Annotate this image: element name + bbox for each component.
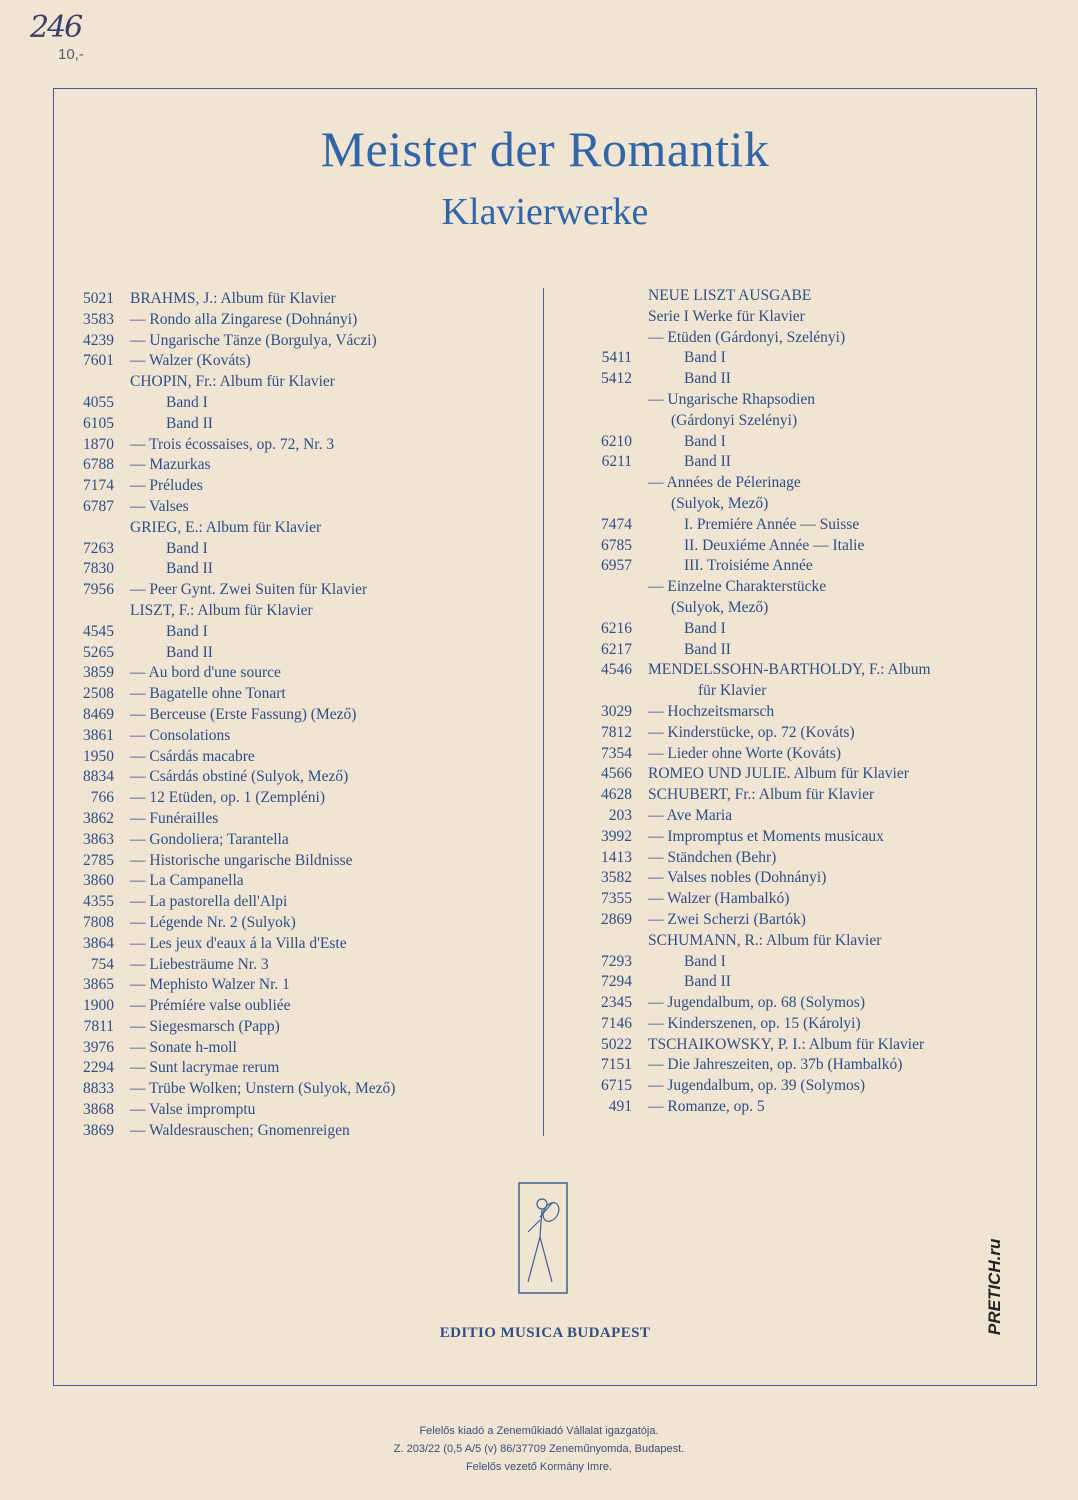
- handwritten-note: 246: [30, 10, 82, 45]
- catalog-title: (Gárdonyi Szelényi): [671, 411, 798, 429]
- catalog-number: 2508: [83, 685, 114, 703]
- catalog-entry: [578, 931, 1008, 952]
- catalog-entry: [578, 868, 1008, 889]
- catalog-title: — Ungarische Rhapsodien: [648, 390, 816, 408]
- catalog-entry: [60, 310, 530, 331]
- catalog-title: II. Deuxiéme Année — Italie: [684, 536, 865, 554]
- catalog-title: — Hochzeitsmarsch: [648, 702, 775, 720]
- catalog-entry: [578, 640, 1008, 661]
- catalog-number: 8469: [83, 705, 114, 723]
- catalog-entry: [578, 1035, 1008, 1056]
- catalog-entry: [60, 435, 530, 456]
- catalog-number: 7354: [601, 744, 632, 762]
- page-title: Meister der Romantik: [320, 121, 770, 177]
- catalog-number: 4546: [601, 661, 632, 679]
- catalog-entry: [60, 289, 530, 310]
- catalog-number: 7601: [83, 352, 114, 370]
- catalog-number: 3862: [83, 809, 114, 827]
- catalog-entry: [60, 851, 530, 872]
- catalog-title: — Impromptus et Moments musicaux: [648, 827, 884, 845]
- catalog-title: — Rondo alla Zingarese (Dohnányi): [130, 310, 358, 328]
- catalog-title: Band I: [684, 349, 726, 367]
- catalog-number: 4545: [83, 622, 114, 640]
- catalog-number: 7808: [83, 913, 114, 931]
- catalog-title: — Légende Nr. 2 (Sulyok): [130, 913, 296, 931]
- catalog-title: ROMEO UND JULIE. Album für Klavier: [648, 765, 909, 783]
- catalog-title: — Mephisto Walzer Nr. 1: [130, 976, 290, 994]
- catalog-number: 4628: [601, 786, 632, 804]
- catalog-title: (Sulyok, Mező): [671, 494, 769, 512]
- catalog-title: — Préludes: [130, 477, 203, 495]
- catalog-entry: [60, 705, 530, 726]
- catalog-entry: [578, 452, 1008, 473]
- catalog-title: — Gondoliera; Tarantella: [130, 830, 289, 848]
- catalog-number: 754: [90, 955, 114, 973]
- catalog-number: 6210: [601, 432, 632, 450]
- catalog-title: MENDELSSOHN-BARTHOLDY, F.: Album: [648, 661, 931, 679]
- catalog-entry: [578, 993, 1008, 1014]
- catalog-title: BRAHMS, J.: Album für Klavier: [130, 290, 336, 307]
- catalog-entry: [60, 559, 530, 580]
- catalog-title: Band II: [166, 414, 213, 432]
- catalog-entry: [60, 331, 530, 352]
- catalog-title: — Romanze, op. 5: [648, 1098, 765, 1116]
- catalog-number: 3976: [83, 1038, 114, 1056]
- imprint-line-1: Felelős kiadó a Zeneműkiadó Vállalat igazgatója.: [419, 1425, 659, 1437]
- catalog-entry: [60, 1017, 530, 1038]
- catalog-title: LISZT, F.: Album für Klavier: [130, 601, 313, 619]
- catalog-entry: [578, 494, 1008, 515]
- catalog-number: 6211: [601, 453, 632, 471]
- catalog-number: 2294: [83, 1059, 114, 1077]
- catalog-title: Band I: [684, 432, 726, 450]
- publisher-name: EDITIO MUSICA BUDAPEST: [439, 1325, 651, 1341]
- catalog-number: 2345: [601, 994, 632, 1012]
- catalog-title: — Trois écossaises, op. 72, Nr. 3: [130, 435, 335, 453]
- catalog-number: 7151: [601, 1056, 632, 1074]
- catalog-title: — Années de Pélerinage: [648, 474, 801, 492]
- catalog-number: 7263: [83, 539, 114, 557]
- catalog-number: 2869: [601, 910, 632, 928]
- catalog-entry: [60, 1058, 530, 1079]
- catalog-title: — Au bord d'une source: [130, 664, 281, 682]
- catalog-number: 6105: [83, 414, 114, 432]
- catalog-title: — Kinderstücke, op. 72 (Kováts): [648, 723, 855, 741]
- catalog-number: 8834: [83, 768, 114, 786]
- catalog-title: Band II: [684, 453, 731, 471]
- catalog-entry: [60, 580, 530, 601]
- catalog-entry: [578, 889, 1008, 910]
- catalog-entry: [578, 432, 1008, 453]
- catalog-entry: [60, 393, 530, 414]
- catalog-title: — Csárdás macabre: [130, 747, 255, 765]
- catalog-number: 5021: [83, 290, 114, 307]
- catalog-entry: [60, 684, 530, 705]
- catalog-number: 7355: [601, 890, 632, 908]
- catalog-title: — Mazurkas: [130, 456, 211, 474]
- catalog-number: 5022: [601, 1035, 632, 1053]
- catalog-title: (Sulyok, Mező): [671, 598, 769, 616]
- catalog-number: 3865: [83, 976, 114, 994]
- catalog-number: 8833: [83, 1080, 114, 1098]
- catalog-title: — Consolations: [130, 726, 231, 744]
- catalog-number: 3582: [601, 869, 632, 887]
- catalog-entry: [578, 848, 1008, 869]
- catalog-title: — Walzer (Hambalkó): [648, 890, 790, 908]
- catalog-number: 4055: [83, 393, 114, 411]
- catalog-title: NEUE LISZT AUSGABE: [648, 287, 812, 304]
- catalog-title: — La Campanella: [130, 872, 244, 890]
- catalog-entry: [60, 871, 530, 892]
- catalog-entry: [60, 934, 530, 955]
- catalog-title: — Funérailles: [130, 809, 219, 827]
- catalog-title: — Siegesmarsch (Papp): [130, 1017, 280, 1035]
- catalog-title: — Bagatelle ohne Tonart: [130, 685, 286, 703]
- catalog-number: 1950: [83, 747, 114, 765]
- catalog-title: — Valses: [130, 497, 189, 515]
- catalog-title: — Einzelne Charakterstücke: [648, 578, 827, 596]
- catalog-title: — Valses nobles (Dohnányi): [648, 869, 827, 887]
- catalog-title: — Valse impromptu: [130, 1101, 256, 1119]
- catalog-entry: [60, 351, 530, 372]
- catalog-number: 6787: [83, 497, 114, 515]
- catalog-entry: [60, 913, 530, 934]
- catalog-title: — Peer Gynt. Zwei Suiten für Klavier: [130, 581, 368, 599]
- catalog-number: 6785: [601, 536, 632, 554]
- catalog-number: 3859: [83, 664, 114, 682]
- imprint-line-3: Felelős vezető Kormány Imre.: [465, 1461, 613, 1473]
- catalog-title: SCHUMANN, R.: Album für Klavier: [648, 931, 882, 949]
- catalog-entry: [578, 473, 1008, 494]
- catalog-title: Band II: [166, 643, 213, 661]
- catalog-number: 6217: [601, 640, 632, 658]
- catalog-number: 6788: [83, 456, 114, 474]
- catalog-title: — Die Jahreszeiten, op. 37b (Hambalkó): [648, 1056, 903, 1074]
- catalog-number: 203: [608, 806, 632, 824]
- catalog-title: TSCHAIKOWSKY, P. I.: Album für Klavier: [648, 1035, 925, 1053]
- catalog-title: — Les jeux d'eaux á la Villa d'Este: [130, 934, 347, 952]
- catalog-entry: [60, 518, 530, 539]
- catalog-entry: [60, 747, 530, 768]
- catalog-entry: [60, 809, 530, 830]
- catalog-entry: [60, 1121, 530, 1142]
- catalog-entry: [60, 1038, 530, 1059]
- catalog-number: 3992: [601, 827, 632, 845]
- catalog-entry: [578, 952, 1008, 973]
- catalog-entry: [60, 622, 530, 643]
- catalog-title: — Ungarische Tänze (Borgulya, Váczi): [130, 331, 377, 349]
- catalog-entry: [578, 307, 1008, 328]
- catalog-title: — Etüden (Gárdonyi, Szelényi): [648, 328, 846, 346]
- catalog-entry: [578, 1055, 1008, 1076]
- catalog-number: 2785: [83, 851, 114, 869]
- catalog-title: für Klavier: [698, 682, 767, 700]
- catalog-entry: [578, 286, 1008, 307]
- catalog-entry: [578, 744, 1008, 765]
- catalog-number: 3860: [83, 872, 114, 890]
- catalog-number: 3029: [601, 702, 632, 720]
- catalog-number: 7812: [601, 723, 632, 741]
- catalog-number: 7811: [83, 1017, 114, 1035]
- catalog-number: 3583: [83, 310, 114, 328]
- catalog-title: — Historische ungarische Bildnisse: [130, 851, 353, 869]
- publisher-logo-icon: [518, 1182, 568, 1294]
- catalog-entry: [578, 1076, 1008, 1097]
- catalog-entry: [60, 767, 530, 788]
- catalog-number: 5265: [83, 643, 114, 661]
- catalog-entry: [60, 788, 530, 809]
- page-subtitle: Klavierwerke: [441, 191, 649, 233]
- catalog-title: — Ave Maria: [648, 806, 733, 824]
- catalog-title: Band I: [684, 952, 726, 970]
- catalog-number: 3863: [83, 830, 114, 848]
- catalog-entry: [578, 681, 1008, 702]
- catalog-number: 5411: [601, 349, 632, 367]
- catalog-title: III. Troisiéme Année: [684, 557, 813, 575]
- catalog-entry: [578, 1097, 1008, 1118]
- catalog-entry: [578, 598, 1008, 619]
- price-label: 10,-: [58, 46, 84, 63]
- catalog-right-column: [578, 286, 1008, 1118]
- catalog-entry: [60, 643, 530, 664]
- catalog-number: 1413: [601, 848, 632, 866]
- catalog-title: — Kinderszenen, op. 15 (Károlyi): [648, 1014, 861, 1032]
- catalog-title: — Walzer (Kováts): [130, 352, 251, 370]
- catalog-entry: [578, 785, 1008, 806]
- imprint-footer: [0, 1422, 1078, 1476]
- catalog-title: I. Premiére Année — Suisse: [684, 515, 860, 533]
- catalog-title: — Prémiére valse oubliée: [130, 997, 291, 1015]
- catalog-entry: [578, 348, 1008, 369]
- catalog-entry: [60, 955, 530, 976]
- catalog-number: 3864: [83, 934, 114, 952]
- catalog-entry: [60, 996, 530, 1017]
- catalog-title: — Lieder ohne Worte (Kováts): [648, 744, 842, 762]
- catalog-entry: [578, 328, 1008, 349]
- catalog-number: 1900: [83, 997, 114, 1015]
- catalog-entry: [60, 663, 530, 684]
- catalog-entry: [60, 455, 530, 476]
- catalog-entry: [60, 830, 530, 851]
- catalog-title: — Liebesträume Nr. 3: [130, 955, 269, 973]
- column-divider: [543, 288, 544, 1136]
- catalog-title: GRIEG, E.: Album für Klavier: [130, 518, 322, 536]
- catalog-entry: [578, 764, 1008, 785]
- catalog-title: — Waldesrauschen; Gnomenreigen: [130, 1121, 350, 1139]
- catalog-title: — Jugendalbum, op. 68 (Solymos): [648, 994, 865, 1012]
- catalog-number: 4239: [83, 331, 114, 349]
- catalog-number: 4566: [601, 765, 632, 783]
- catalog-entry: [60, 601, 530, 622]
- catalog-entry: [60, 975, 530, 996]
- catalog-entry: [60, 497, 530, 518]
- catalog-number: 3868: [83, 1101, 114, 1119]
- catalog-entry: [60, 1100, 530, 1121]
- catalog-title: — Sunt lacrymae rerum: [130, 1059, 280, 1077]
- catalog-title: — Berceuse (Erste Fassung) (Mező): [130, 705, 357, 723]
- catalog-number: 7174: [83, 477, 114, 495]
- catalog-title: CHOPIN, Fr.: Album für Klavier: [130, 373, 335, 391]
- catalog-entry: [60, 726, 530, 747]
- catalog-title: — Csárdás obstiné (Sulyok, Mező): [130, 768, 349, 786]
- catalog-number: 7293: [601, 952, 632, 970]
- catalog-title: — Trübe Wolken; Unstern (Sulyok, Mező): [130, 1080, 396, 1098]
- catalog-number: 3869: [83, 1121, 114, 1139]
- catalog-title: — La pastorella dell'Alpi: [130, 893, 288, 911]
- catalog-number: 5412: [601, 370, 632, 388]
- catalog-number: 7146: [601, 1014, 632, 1032]
- catalog-left-column: [60, 289, 530, 1142]
- catalog-title: — 12 Etüden, op. 1 (Zempléni): [130, 789, 325, 807]
- catalog-title: Band II: [684, 640, 731, 658]
- catalog-title: Band II: [684, 370, 731, 388]
- catalog-number: 7956: [83, 581, 114, 599]
- catalog-entry: [578, 390, 1008, 411]
- catalog-number: 4355: [83, 893, 114, 911]
- catalog-number: 1870: [83, 435, 114, 453]
- catalog-entry: [60, 414, 530, 435]
- catalog-number: 6957: [601, 557, 632, 575]
- catalog-entry: [578, 411, 1008, 432]
- catalog-entry: [578, 515, 1008, 536]
- catalog-entry: [578, 577, 1008, 598]
- catalog-title: Band II: [684, 973, 731, 991]
- catalog-title: Serie I Werke für Klavier: [648, 307, 805, 325]
- catalog-title: Band I: [166, 393, 208, 411]
- catalog-entry: [578, 972, 1008, 993]
- catalog-title: Band I: [166, 539, 208, 557]
- catalog-entry: [578, 806, 1008, 827]
- catalog-number: 7474: [601, 515, 632, 533]
- catalog-number: 7830: [83, 560, 114, 578]
- catalog-number: 766: [90, 789, 114, 807]
- catalog-number: 3861: [83, 726, 114, 744]
- catalog-number: 7294: [601, 973, 632, 991]
- catalog-entry: [578, 723, 1008, 744]
- catalog-title: — Sonate h-moll: [130, 1038, 237, 1056]
- catalog-title: Band II: [166, 560, 213, 578]
- catalog-entry: [578, 660, 1008, 681]
- catalog-title: SCHUBERT, Fr.: Album für Klavier: [648, 786, 875, 804]
- catalog-entry: [60, 476, 530, 497]
- catalog-entry: [578, 827, 1008, 848]
- catalog-number: 6216: [601, 619, 632, 637]
- catalog-title: Band I: [166, 622, 208, 640]
- catalog-entry: [578, 556, 1008, 577]
- catalog-entry: [578, 536, 1008, 557]
- catalog-entry: [578, 619, 1008, 640]
- catalog-title: — Zwei Scherzi (Bartók): [648, 910, 806, 928]
- catalog-entry: [578, 369, 1008, 390]
- catalog-title: — Jugendalbum, op. 39 (Solymos): [648, 1077, 865, 1095]
- catalog-entry: [60, 892, 530, 913]
- catalog-entry: [60, 1079, 530, 1100]
- catalog-entry: [60, 539, 530, 560]
- catalog-entry: [578, 1014, 1008, 1035]
- catalog-number: 491: [608, 1098, 632, 1116]
- catalog-number: 6715: [601, 1077, 632, 1095]
- catalog-entry: [578, 702, 1008, 723]
- imprint-line-2: Z. 203/22 (0,5 A/5 (v) 86/37709 Zeneműnyomda, Budapest.: [393, 1443, 685, 1455]
- catalog-title: — Ständchen (Behr): [648, 848, 777, 866]
- catalog-title: Band I: [684, 619, 726, 637]
- catalog-entry: [578, 910, 1008, 931]
- watermark-text: PRETICH.ru: [985, 1238, 1004, 1335]
- catalog-entry: [60, 372, 530, 393]
